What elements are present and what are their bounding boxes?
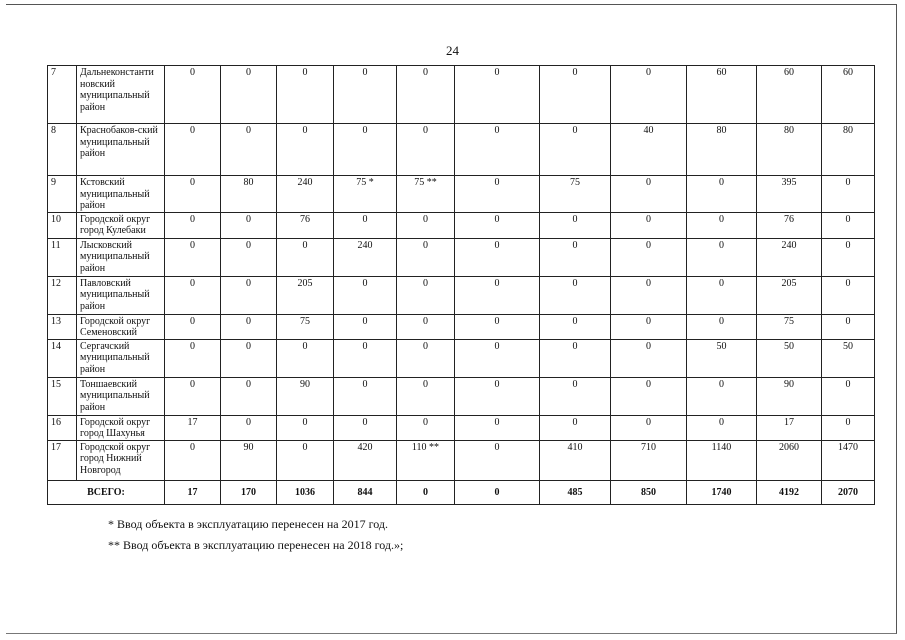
value-cell: 0 xyxy=(165,276,221,314)
row-number-cell: 16 xyxy=(48,415,77,440)
table-row xyxy=(48,440,875,480)
value-cell: 1140 xyxy=(687,440,757,480)
value-cell: 110 ** xyxy=(397,440,455,480)
value-cell: 0 xyxy=(277,339,334,377)
value-cell: 0 xyxy=(334,124,397,176)
total-value-cell: 850 xyxy=(611,480,687,504)
value-cell: 0 xyxy=(165,176,221,213)
table-body xyxy=(48,66,875,505)
value-cell: 75 xyxy=(277,314,334,339)
table-row xyxy=(48,212,875,238)
value-cell: 0 xyxy=(822,176,875,213)
value-cell: 76 xyxy=(277,212,334,238)
value-cell: 0 xyxy=(221,377,277,415)
value-cell: 0 xyxy=(611,339,687,377)
municipality-name-cell: Кстовский муниципальный район xyxy=(77,176,165,213)
value-cell: 0 xyxy=(455,339,540,377)
row-number-cell: 14 xyxy=(48,339,77,377)
row-number-cell: 7 xyxy=(48,66,77,124)
value-cell: 0 xyxy=(822,276,875,314)
municipality-name-cell: Сергачский муниципальный район xyxy=(77,339,165,377)
value-cell: 0 xyxy=(397,124,455,176)
value-cell: 60 xyxy=(822,66,875,124)
data-table xyxy=(47,65,875,505)
table-row xyxy=(48,124,875,176)
value-cell: 0 xyxy=(277,238,334,276)
table-row xyxy=(48,66,875,124)
row-number-cell: 11 xyxy=(48,238,77,276)
value-cell: 0 xyxy=(540,276,611,314)
total-value-cell: 1740 xyxy=(687,480,757,504)
value-cell: 395 xyxy=(757,176,822,213)
row-number-cell: 17 xyxy=(48,440,77,480)
value-cell: 0 xyxy=(165,124,221,176)
row-number-cell: 13 xyxy=(48,314,77,339)
footnotes xyxy=(108,514,403,556)
value-cell: 0 xyxy=(221,66,277,124)
value-cell: 205 xyxy=(757,276,822,314)
value-cell: 240 xyxy=(757,238,822,276)
value-cell: 0 xyxy=(277,415,334,440)
value-cell: 90 xyxy=(221,440,277,480)
value-cell: 0 xyxy=(611,314,687,339)
value-cell: 75 * xyxy=(334,176,397,213)
value-cell: 0 xyxy=(540,415,611,440)
municipality-name-cell: Городской округ Семеновский xyxy=(77,314,165,339)
value-cell: 0 xyxy=(455,66,540,124)
total-value-cell: 170 xyxy=(221,480,277,504)
value-cell: 0 xyxy=(165,66,221,124)
value-cell: 0 xyxy=(611,377,687,415)
value-cell: 0 xyxy=(455,377,540,415)
value-cell: 0 xyxy=(165,377,221,415)
table-row xyxy=(48,339,875,377)
value-cell: 0 xyxy=(687,176,757,213)
value-cell: 0 xyxy=(455,314,540,339)
value-cell: 0 xyxy=(540,212,611,238)
value-cell: 0 xyxy=(334,314,397,339)
value-cell: 80 xyxy=(687,124,757,176)
value-cell: 0 xyxy=(221,212,277,238)
value-cell: 0 xyxy=(822,238,875,276)
value-cell: 60 xyxy=(757,66,822,124)
value-cell: 0 xyxy=(397,66,455,124)
value-cell: 0 xyxy=(822,212,875,238)
value-cell: 0 xyxy=(277,124,334,176)
total-value-cell: 4192 xyxy=(757,480,822,504)
value-cell: 410 xyxy=(540,440,611,480)
value-cell: 0 xyxy=(277,66,334,124)
value-cell: 0 xyxy=(687,415,757,440)
table-row xyxy=(48,176,875,213)
value-cell: 0 xyxy=(165,339,221,377)
total-value-cell: 1036 xyxy=(277,480,334,504)
table-row xyxy=(48,377,875,415)
value-cell: 0 xyxy=(334,212,397,238)
municipality-name-cell: Городской округ город Нижний Новгород xyxy=(77,440,165,480)
value-cell: 17 xyxy=(757,415,822,440)
value-cell: 0 xyxy=(397,212,455,238)
value-cell: 0 xyxy=(397,339,455,377)
value-cell: 0 xyxy=(277,440,334,480)
value-cell: 80 xyxy=(221,176,277,213)
value-cell: 2060 xyxy=(757,440,822,480)
value-cell: 0 xyxy=(611,276,687,314)
footnote-2017: * Ввод объекта в эксплуатацию перенесен на 2017 год. xyxy=(108,517,389,531)
value-cell: 0 xyxy=(334,66,397,124)
value-cell: 50 xyxy=(822,339,875,377)
value-cell: 0 xyxy=(611,176,687,213)
row-number-cell: 10 xyxy=(48,212,77,238)
value-cell: 0 xyxy=(455,124,540,176)
value-cell: 0 xyxy=(822,415,875,440)
value-cell: 0 xyxy=(221,238,277,276)
total-value-cell: 17 xyxy=(165,480,221,504)
total-value-cell: 0 xyxy=(397,480,455,504)
value-cell: 420 xyxy=(334,440,397,480)
total-value-cell: 0 xyxy=(455,480,540,504)
municipality-name-cell: Дальнеконстанти новский муниципальный район xyxy=(77,66,165,124)
value-cell: 0 xyxy=(455,276,540,314)
value-cell: 50 xyxy=(757,339,822,377)
page-number: 24 xyxy=(446,43,459,58)
value-cell: 0 xyxy=(687,314,757,339)
total-value-cell: 844 xyxy=(334,480,397,504)
value-cell: 0 xyxy=(611,415,687,440)
value-cell: 0 xyxy=(165,238,221,276)
value-cell: 75 xyxy=(540,176,611,213)
value-cell: 240 xyxy=(277,176,334,213)
municipality-name-cell: Павловский муниципальный район xyxy=(77,276,165,314)
value-cell: 76 xyxy=(757,212,822,238)
value-cell: 0 xyxy=(221,124,277,176)
value-cell: 0 xyxy=(165,314,221,339)
value-cell: 1470 xyxy=(822,440,875,480)
value-cell: 0 xyxy=(611,212,687,238)
value-cell: 0 xyxy=(397,238,455,276)
value-cell: 0 xyxy=(687,377,757,415)
total-label-cell: ВСЕГО: xyxy=(48,480,165,504)
total-value-cell: 485 xyxy=(540,480,611,504)
value-cell: 0 xyxy=(397,314,455,339)
value-cell: 0 xyxy=(455,238,540,276)
value-cell: 0 xyxy=(334,339,397,377)
value-cell: 0 xyxy=(540,377,611,415)
table-row xyxy=(48,415,875,440)
value-cell: 0 xyxy=(221,276,277,314)
value-cell: 0 xyxy=(540,314,611,339)
municipality-name-cell: Тоншаевский муниципальный район xyxy=(77,377,165,415)
value-cell: 90 xyxy=(757,377,822,415)
value-cell: 0 xyxy=(822,377,875,415)
value-cell: 40 xyxy=(611,124,687,176)
value-cell: 75 ** xyxy=(397,176,455,213)
value-cell: 0 xyxy=(540,238,611,276)
value-cell: 0 xyxy=(334,377,397,415)
value-cell: 0 xyxy=(455,212,540,238)
value-cell: 0 xyxy=(687,276,757,314)
row-number-cell: 15 xyxy=(48,377,77,415)
table-row xyxy=(48,238,875,276)
value-cell: 0 xyxy=(611,66,687,124)
value-cell: 0 xyxy=(540,339,611,377)
municipality-name-cell: Городской округ город Кулебаки xyxy=(77,212,165,238)
value-cell: 0 xyxy=(611,238,687,276)
value-cell: 60 xyxy=(687,66,757,124)
value-cell: 0 xyxy=(540,124,611,176)
value-cell: 17 xyxy=(165,415,221,440)
value-cell: 0 xyxy=(334,276,397,314)
municipality-name-cell: Лысковский муниципальный район xyxy=(77,238,165,276)
value-cell: 0 xyxy=(822,314,875,339)
value-cell: 0 xyxy=(455,176,540,213)
value-cell: 75 xyxy=(757,314,822,339)
value-cell: 0 xyxy=(221,314,277,339)
value-cell: 0 xyxy=(540,66,611,124)
row-number-cell: 9 xyxy=(48,176,77,213)
row-number-cell: 12 xyxy=(48,276,77,314)
value-cell: 0 xyxy=(165,440,221,480)
value-cell: 50 xyxy=(687,339,757,377)
value-cell: 0 xyxy=(687,212,757,238)
value-cell: 0 xyxy=(397,276,455,314)
value-cell: 0 xyxy=(397,377,455,415)
table-row xyxy=(48,276,875,314)
municipality-name-cell: Городской округ город Шахунья xyxy=(77,415,165,440)
value-cell: 0 xyxy=(221,415,277,440)
row-number-cell: 8 xyxy=(48,124,77,176)
value-cell: 90 xyxy=(277,377,334,415)
total-row xyxy=(48,480,875,504)
municipality-name-cell: Краснобаков-ский муниципальный район xyxy=(77,124,165,176)
value-cell: 0 xyxy=(165,212,221,238)
value-cell: 80 xyxy=(757,124,822,176)
value-cell: 0 xyxy=(397,415,455,440)
value-cell: 0 xyxy=(455,440,540,480)
value-cell: 0 xyxy=(221,339,277,377)
value-cell: 240 xyxy=(334,238,397,276)
value-cell: 710 xyxy=(611,440,687,480)
value-cell: 0 xyxy=(687,238,757,276)
value-cell: 0 xyxy=(334,415,397,440)
value-cell: 0 xyxy=(455,415,540,440)
total-value-cell: 2070 xyxy=(822,480,875,504)
footnote-2018: ** Ввод объекта в эксплуатацию перенесен на 2018 год.»; xyxy=(108,538,404,552)
value-cell: 205 xyxy=(277,276,334,314)
table-row xyxy=(48,314,875,339)
value-cell: 80 xyxy=(822,124,875,176)
